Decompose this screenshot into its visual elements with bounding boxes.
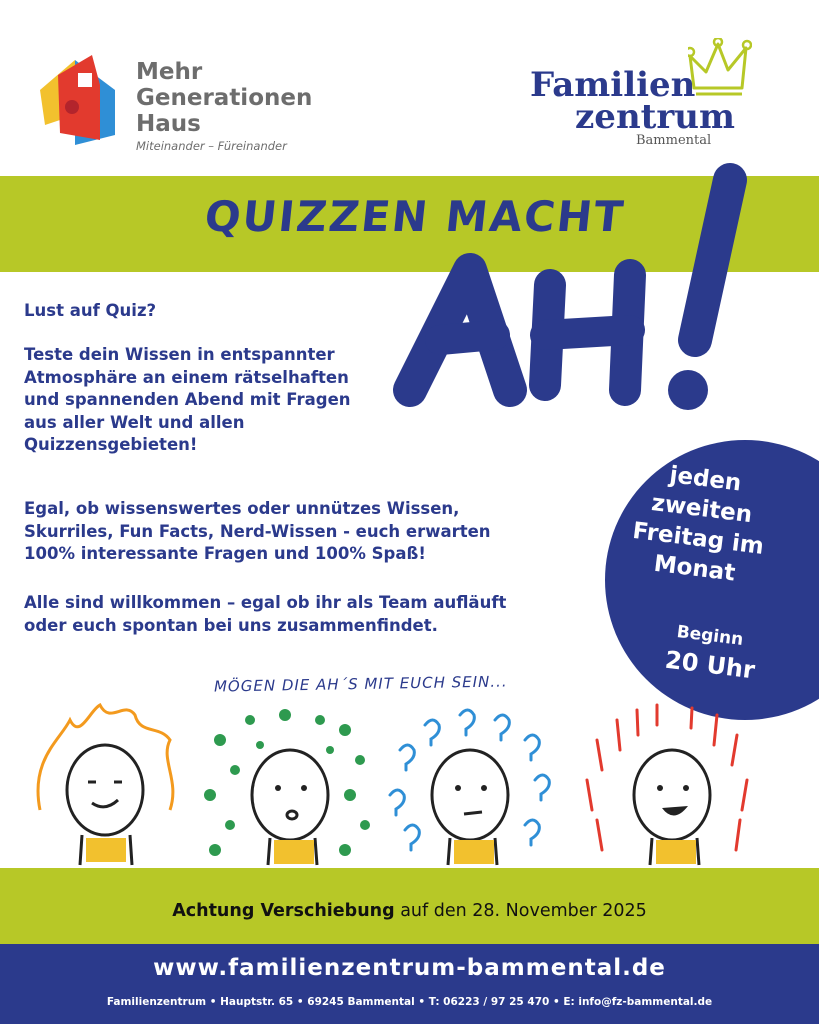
fz-name-line1: Familien <box>530 65 696 105</box>
mehrgenerationenhaus-logo <box>30 55 130 150</box>
mgh-name-line2: Generationen <box>136 85 313 111</box>
face-dots <box>204 709 370 865</box>
headline: QUIZZEN MACHT <box>202 192 628 241</box>
fz-name-line2: zentrum <box>575 97 735 137</box>
fz-subtitle: Bammental <box>636 133 712 148</box>
intro-paragraph-2: Egal, ob wissenswertes oder unnützes Wissen, Skurriles, Fun Facts, Nerd-Wissen - euch erwarten 100% interessante Fragen und 100% Spaß! <box>24 499 491 563</box>
mgh-name-line3: Haus <box>136 111 201 137</box>
intro-question: Lust auf Quiz? <box>24 301 157 320</box>
begin-label: Beginn <box>675 622 745 650</box>
intro-paragraph-3: Alle sind willkommen – egal ob ihr als Team aufläuft oder euch spontan bei uns zusammenfindet. <box>24 593 507 635</box>
mgh-name-line1: Mehr <box>136 59 203 85</box>
postponement-notice <box>0 901 819 921</box>
big-ah-lettering <box>380 150 760 430</box>
faces-illustration <box>0 700 819 870</box>
schedule-text: jeden zweiten Freitag im Monat <box>631 462 766 587</box>
crown-icon <box>688 38 752 100</box>
website-url[interactable]: www.familienzentrum-bammental.de <box>153 955 666 981</box>
mgh-tagline: Miteinander – Füreinander <box>136 139 287 153</box>
begin-time: 20 Uhr <box>663 645 757 685</box>
face-flames <box>38 705 173 865</box>
face-questions <box>390 710 549 865</box>
intro-paragraph-1: Teste dein Wissen in entspannter Atmosphäre an einem rätselhaften und spannenden Abend mit Fragen aus aller Welt und allen Quizzensgebieten! <box>24 345 351 454</box>
notice-bold: Achtung Verschiebung <box>172 901 395 921</box>
notice-rest: auf den 28. November 2025 <box>394 901 647 921</box>
contact-address: Familienzentrum • Hauptstr. 65 • 69245 Bammental • T: 06223 / 97 25 470 • E: info@fz-bammental.de <box>106 996 713 1008</box>
face-excited <box>587 705 747 865</box>
handwritten-motto: MÖGEN DIE AH´S MIT EUCH SEIN... <box>213 672 508 696</box>
